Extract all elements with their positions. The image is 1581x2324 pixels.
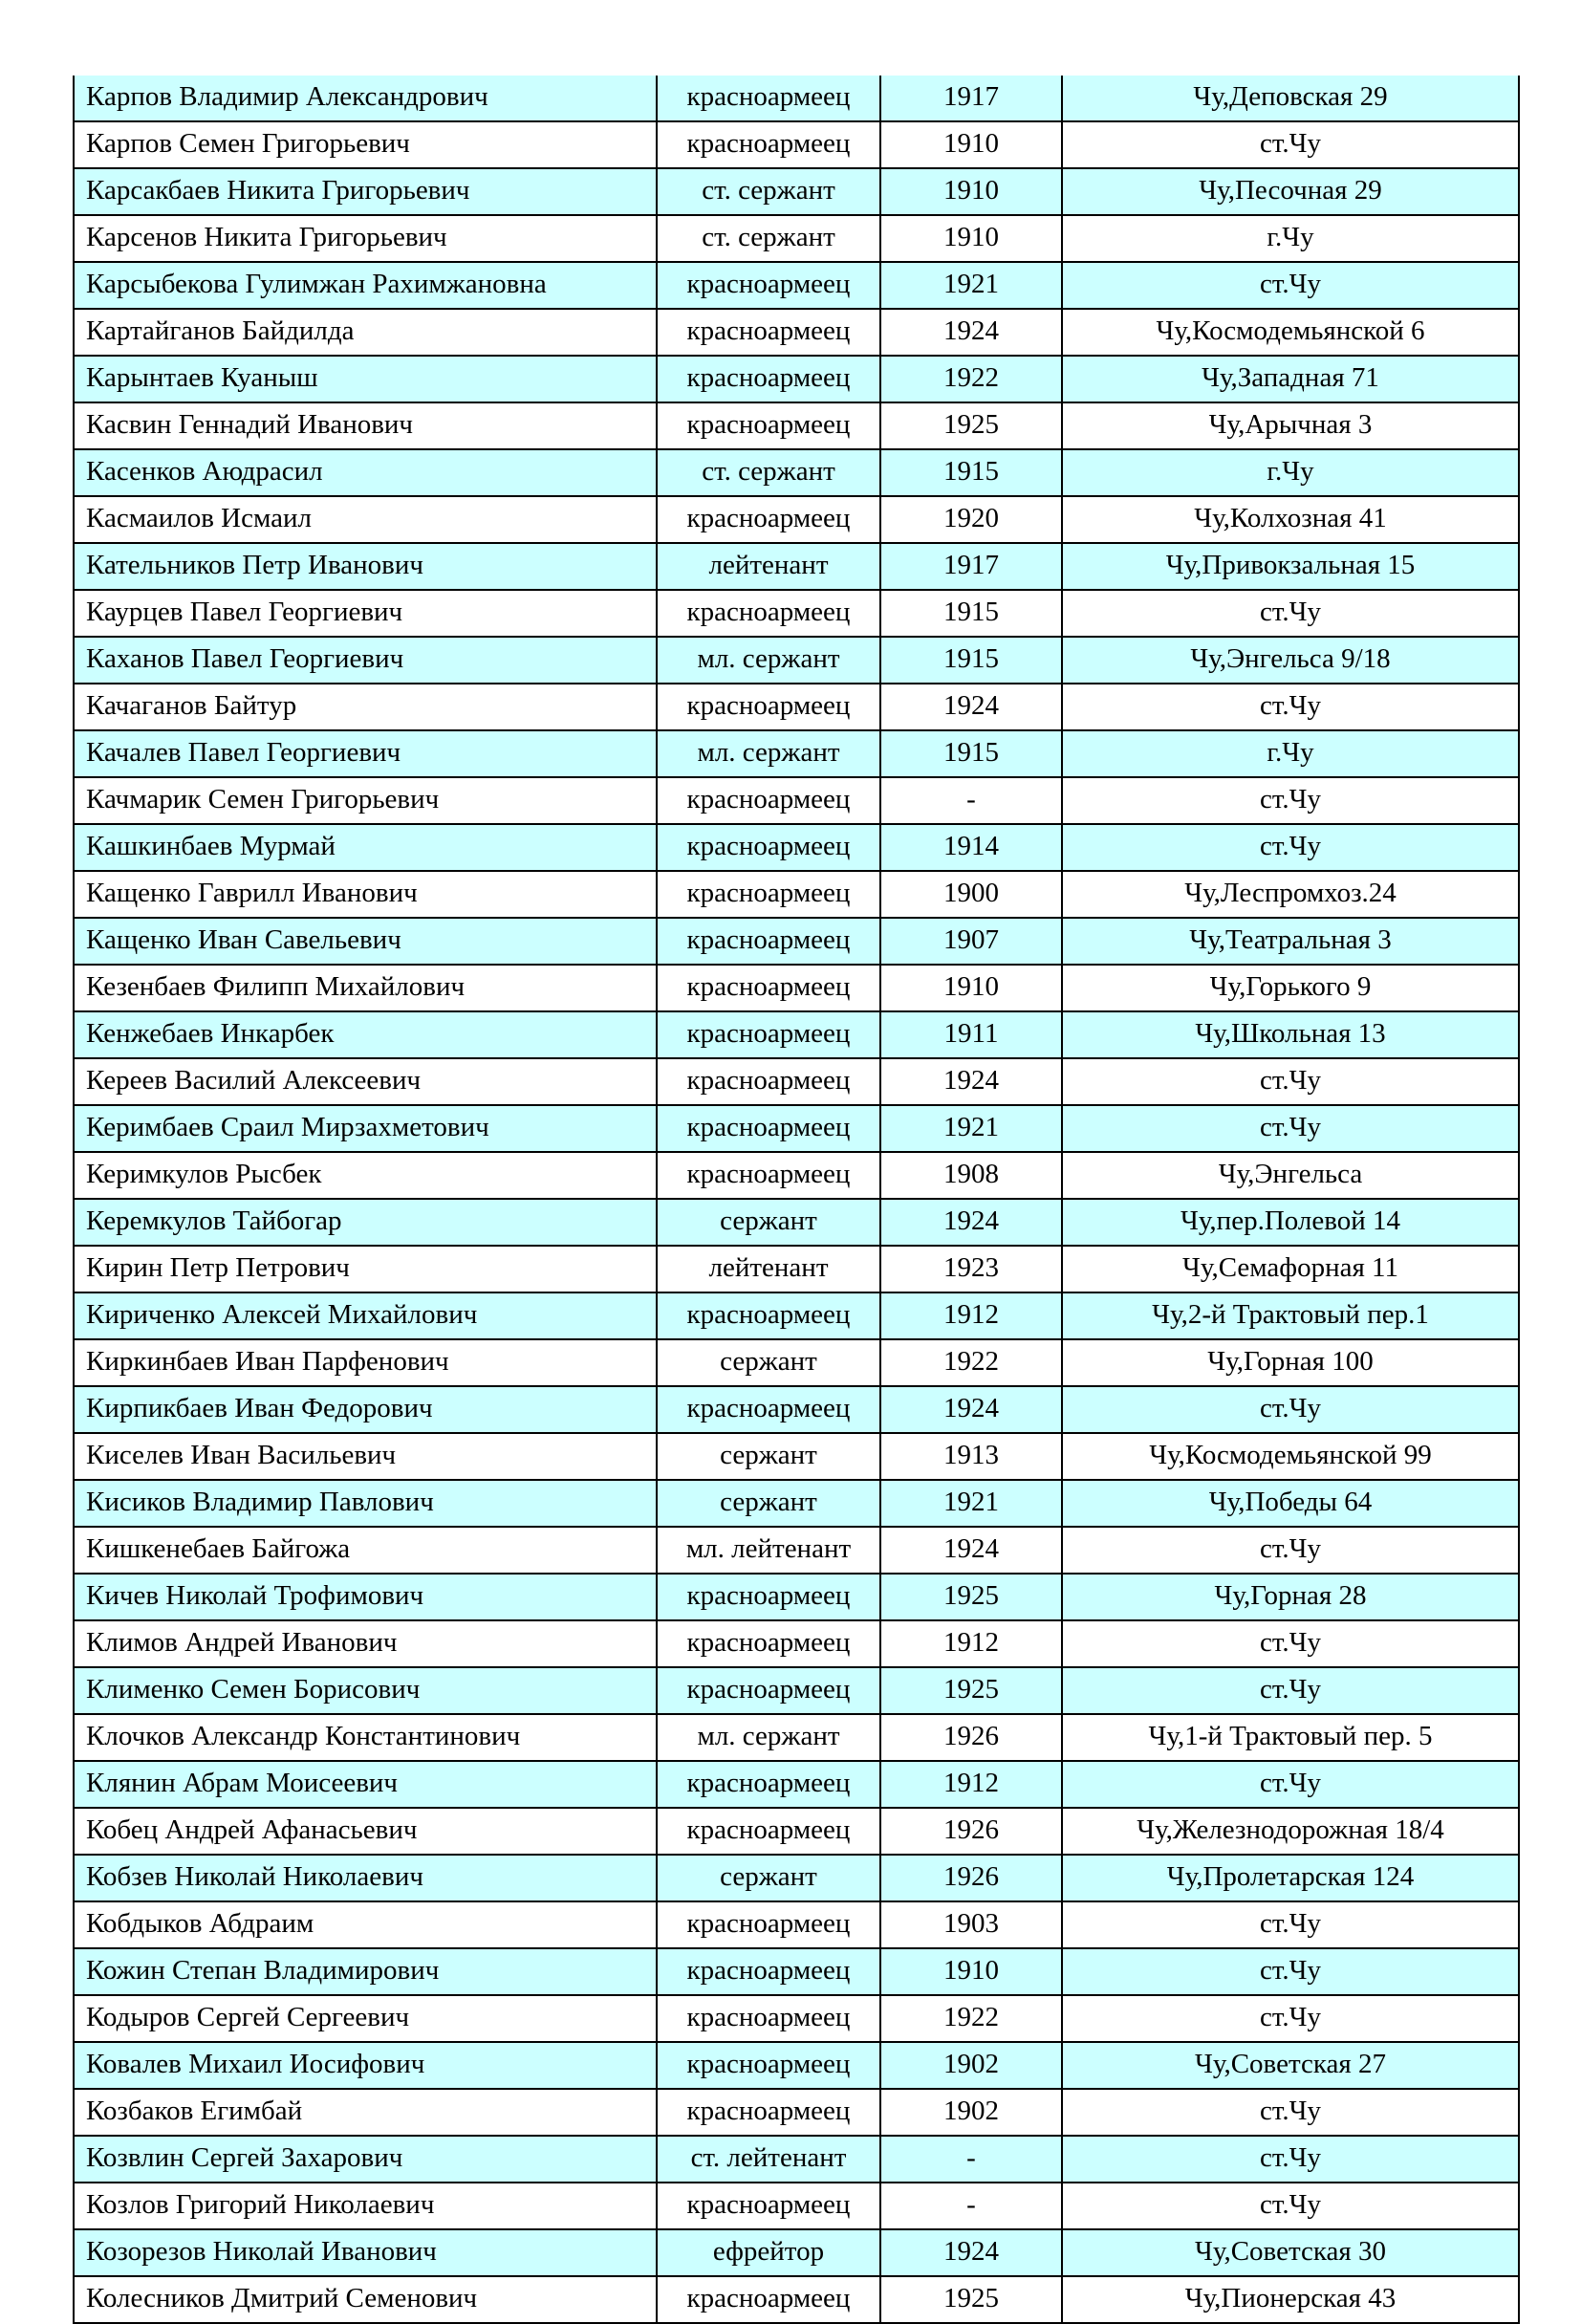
table-row [74,1199,1519,1246]
birth-year-cell: 1924 [880,309,1062,356]
table-row [74,730,1519,777]
address-cell: Чу,Пролетарская 124 [1062,1855,1519,1901]
birth-year-cell: 1924 [880,1386,1062,1433]
table-row [74,168,1519,215]
table-row [74,777,1519,824]
person-name-cell: Качмарик Семен Григорьевич [74,777,657,824]
birth-year-cell: 1924 [880,2229,1062,2276]
person-name-cell: Кириченко Алексей Михайлович [74,1292,657,1339]
table-row [74,1620,1519,1667]
person-name-cell: Клочков Александр Константинович [74,1714,657,1761]
rank-cell: красноармеец [657,824,880,871]
person-name-cell: Колесников Дмитрий Семенович [74,2276,657,2323]
table-row [74,2276,1519,2323]
birth-year-cell: 1926 [880,1714,1062,1761]
address-cell: ст.Чу [1062,2183,1519,2229]
table-row [74,1339,1519,1386]
birth-year-cell: 1915 [880,637,1062,684]
table-row [74,2183,1519,2229]
table-row [74,309,1519,356]
person-name-cell: Каханов Павел Георгиевич [74,637,657,684]
birth-year-cell: 1915 [880,449,1062,496]
rank-cell: красноармеец [657,1901,880,1948]
birth-year-cell: 1917 [880,543,1062,590]
table-row [74,1433,1519,1480]
person-name-cell: Кательников Петр Иванович [74,543,657,590]
person-name-cell: Карынтаев Куаныш [74,356,657,402]
address-cell: Чу,Космодемьянской 6 [1062,309,1519,356]
table-row [74,76,1519,121]
person-name-cell: Кезенбаев Филипп Михайлович [74,965,657,1011]
rank-cell: ефрейтор [657,2229,880,2276]
birth-year-cell: 1910 [880,215,1062,262]
rank-cell: красноармеец [657,2089,880,2136]
person-name-cell: Кащенко Гаврилл Иванович [74,871,657,918]
records-table [73,76,1520,2324]
rank-cell: сержант [657,1339,880,1386]
rank-cell: красноармеец [657,262,880,309]
person-name-cell: Касенков Аюдрасил [74,449,657,496]
person-name-cell: Кобзев Николай Николаевич [74,1855,657,1901]
rank-cell: сержант [657,1480,880,1527]
rank-cell: ст. сержант [657,168,880,215]
person-name-cell: Керимбаев Сраил Мирзахметович [74,1105,657,1152]
birth-year-cell: 1924 [880,1199,1062,1246]
table-row [74,684,1519,730]
address-cell: Чу,Деповская 29 [1062,76,1519,121]
person-name-cell: Кереев Василий Алексеевич [74,1058,657,1105]
address-cell: Чу,Семафорная 11 [1062,1246,1519,1292]
person-name-cell: Киселев Иван Васильевич [74,1433,657,1480]
address-cell: Чу,Советская 27 [1062,2042,1519,2089]
person-name-cell: Кожин Степан Владимирович [74,1948,657,1995]
address-cell: Чу,Пионерская 43 [1062,2276,1519,2323]
address-cell: Чу,Леспромхоз.24 [1062,871,1519,918]
birth-year-cell: 1915 [880,590,1062,637]
person-name-cell: Кобец Андрей Афанасьевич [74,1808,657,1855]
rank-cell: красноармеец [657,402,880,449]
birth-year-cell: 1920 [880,496,1062,543]
table-row [74,824,1519,871]
birth-year-cell: 1924 [880,1527,1062,1574]
rank-cell: мл. сержант [657,637,880,684]
address-cell: ст.Чу [1062,1995,1519,2042]
birth-year-cell: - [880,2183,1062,2229]
person-name-cell: Кенжебаев Инкарбек [74,1011,657,1058]
rank-cell: красноармеец [657,1292,880,1339]
address-cell: ст.Чу [1062,1386,1519,1433]
person-name-cell: Кирин Петр Петрович [74,1246,657,1292]
birth-year-cell: 1926 [880,1808,1062,1855]
address-cell: ст.Чу [1062,1948,1519,1995]
birth-year-cell: 1903 [880,1901,1062,1948]
birth-year-cell: 1925 [880,2276,1062,2323]
table-row [74,871,1519,918]
table-row [74,637,1519,684]
address-cell: Чу,Победы 64 [1062,1480,1519,1527]
rank-cell: красноармеец [657,1620,880,1667]
person-name-cell: Козбаков Егимбай [74,2089,657,2136]
address-cell: ст.Чу [1062,824,1519,871]
rank-cell: сержант [657,1199,880,1246]
table-row [74,1714,1519,1761]
rank-cell: красноармеец [657,121,880,168]
birth-year-cell: 1900 [880,871,1062,918]
address-cell: ст.Чу [1062,2089,1519,2136]
rank-cell: красноармеец [657,1948,880,1995]
person-name-cell: Касмаилов Исмаил [74,496,657,543]
address-cell: г.Чу [1062,449,1519,496]
rank-cell: красноармеец [657,309,880,356]
table-row [74,356,1519,402]
table-row [74,543,1519,590]
rank-cell: красноармеец [657,871,880,918]
birth-year-cell: 1914 [880,824,1062,871]
address-cell: ст.Чу [1062,121,1519,168]
birth-year-cell: 1922 [880,1995,1062,2042]
rank-cell: красноармеец [657,918,880,965]
person-name-cell: Картайганов Байдилда [74,309,657,356]
rank-cell: сержант [657,1855,880,1901]
rank-cell: красноармеец [657,2183,880,2229]
person-name-cell: Качаганов Байтур [74,684,657,730]
address-cell: Чу,Западная 71 [1062,356,1519,402]
table-row [74,2229,1519,2276]
address-cell: Чу,Песочная 29 [1062,168,1519,215]
birth-year-cell: 1911 [880,1011,1062,1058]
table-row [74,1808,1519,1855]
birth-year-cell: 1902 [880,2042,1062,2089]
table-row [74,215,1519,262]
person-name-cell: Керемкулов Тайбогар [74,1199,657,1246]
table-row [74,1246,1519,1292]
person-name-cell: Кашкинбаев Мурмай [74,824,657,871]
birth-year-cell: 1908 [880,1152,1062,1199]
address-cell: Чу,Железнодорожная 18/4 [1062,1808,1519,1855]
address-cell: ст.Чу [1062,1527,1519,1574]
person-name-cell: Кисиков Владимир Павлович [74,1480,657,1527]
address-cell: ст.Чу [1062,1105,1519,1152]
birth-year-cell: 1925 [880,1574,1062,1620]
person-name-cell: Клименко Семен Борисович [74,1667,657,1714]
person-name-cell: Кодыров Сергей Сергеевич [74,1995,657,2042]
person-name-cell: Климов Андрей Иванович [74,1620,657,1667]
table-row [74,2089,1519,2136]
birth-year-cell: - [880,2136,1062,2183]
address-cell: Чу,Колхозная 41 [1062,496,1519,543]
birth-year-cell: - [880,777,1062,824]
table-row [74,1105,1519,1152]
address-cell: ст.Чу [1062,1058,1519,1105]
address-cell: Чу,Энгельса [1062,1152,1519,1199]
table-row [74,1152,1519,1199]
address-cell: ст.Чу [1062,1901,1519,1948]
address-cell: ст.Чу [1062,777,1519,824]
table-row [74,1761,1519,1808]
table-row [74,1292,1519,1339]
birth-year-cell: 1912 [880,1620,1062,1667]
birth-year-cell: 1910 [880,168,1062,215]
table-row [74,1386,1519,1433]
rank-cell: лейтенант [657,543,880,590]
birth-year-cell: 1915 [880,730,1062,777]
birth-year-cell: 1910 [880,121,1062,168]
person-name-cell: Кирпикбаев Иван Федорович [74,1386,657,1433]
address-cell: Чу,Школьная 13 [1062,1011,1519,1058]
rank-cell: красноармеец [657,1574,880,1620]
birth-year-cell: 1921 [880,262,1062,309]
birth-year-cell: 1910 [880,1948,1062,1995]
rank-cell: мл. сержант [657,730,880,777]
address-cell: г.Чу [1062,730,1519,777]
person-name-cell: Клянин Абрам Моисеевич [74,1761,657,1808]
birth-year-cell: 1907 [880,918,1062,965]
rank-cell: ст. лейтенант [657,2136,880,2183]
table-row [74,1855,1519,1901]
birth-year-cell: 1924 [880,684,1062,730]
person-name-cell: Кичев Николай Трофимович [74,1574,657,1620]
rank-cell: красноармеец [657,2276,880,2323]
rank-cell: красноармеец [657,965,880,1011]
rank-cell: ст. сержант [657,215,880,262]
birth-year-cell: 1925 [880,1667,1062,1714]
records-table-body [74,76,1519,2323]
person-name-cell: Касвин Геннадий Иванович [74,402,657,449]
birth-year-cell: 1910 [880,965,1062,1011]
address-cell: Чу,Космодемьянской 99 [1062,1433,1519,1480]
rank-cell: красноармеец [657,1761,880,1808]
address-cell: ст.Чу [1062,1667,1519,1714]
person-name-cell: Козорезов Николай Иванович [74,2229,657,2276]
birth-year-cell: 1917 [880,76,1062,121]
person-name-cell: Кащенко Иван Савельевич [74,918,657,965]
address-cell: Чу,1-й Трактовый пер. 5 [1062,1714,1519,1761]
address-cell: Чу,2-й Трактовый пер.1 [1062,1292,1519,1339]
rank-cell: сержант [657,1433,880,1480]
rank-cell: красноармеец [657,1152,880,1199]
birth-year-cell: 1921 [880,1480,1062,1527]
person-name-cell: Козлов Григорий Николаевич [74,2183,657,2229]
rank-cell: красноармеец [657,2042,880,2089]
table-row [74,1948,1519,1995]
table-row [74,2136,1519,2183]
rank-cell: красноармеец [657,76,880,121]
table-row [74,1480,1519,1527]
table-row [74,965,1519,1011]
person-name-cell: Карсенов Никита Григорьевич [74,215,657,262]
birth-year-cell: 1913 [880,1433,1062,1480]
address-cell: Чу,Привокзальная 15 [1062,543,1519,590]
address-cell: ст.Чу [1062,2136,1519,2183]
birth-year-cell: 1921 [880,1105,1062,1152]
address-cell: Чу,Горная 28 [1062,1574,1519,1620]
table-row [74,121,1519,168]
address-cell: Чу,Горная 100 [1062,1339,1519,1386]
address-cell: Чу,пер.Полевой 14 [1062,1199,1519,1246]
address-cell: Чу,Горького 9 [1062,965,1519,1011]
person-name-cell: Карсакбаев Никита Григорьевич [74,168,657,215]
person-name-cell: Кобдыков Абдраим [74,1901,657,1948]
rank-cell: ст. сержант [657,449,880,496]
address-cell: Чу,Советская 30 [1062,2229,1519,2276]
rank-cell: красноармеец [657,1667,880,1714]
table-row [74,590,1519,637]
rank-cell: лейтенант [657,1246,880,1292]
address-cell: Чу,Театральная 3 [1062,918,1519,965]
address-cell: ст.Чу [1062,262,1519,309]
rank-cell: красноармеец [657,1058,880,1105]
rank-cell: красноармеец [657,496,880,543]
person-name-cell: Керимкулов Рысбек [74,1152,657,1199]
rank-cell: красноармеец [657,1808,880,1855]
person-name-cell: Карпов Владимир Александрович [74,76,657,121]
person-name-cell: Каурцев Павел Георгиевич [74,590,657,637]
table-row [74,1058,1519,1105]
person-name-cell: Карпов Семен Григорьевич [74,121,657,168]
birth-year-cell: 1926 [880,1855,1062,1901]
person-name-cell: Качалев Павел Георгиевич [74,730,657,777]
table-row [74,1574,1519,1620]
address-cell: ст.Чу [1062,590,1519,637]
table-row [74,1667,1519,1714]
rank-cell: красноармеец [657,1995,880,2042]
table-row [74,262,1519,309]
address-cell: Чу,Арычная 3 [1062,402,1519,449]
table-row [74,1011,1519,1058]
birth-year-cell: 1902 [880,2089,1062,2136]
rank-cell: красноармеец [657,1011,880,1058]
table-row [74,2042,1519,2089]
table-row [74,1901,1519,1948]
rank-cell: красноармеец [657,1386,880,1433]
address-cell: Чу,Энгельса 9/18 [1062,637,1519,684]
birth-year-cell: 1923 [880,1246,1062,1292]
person-name-cell: Киркинбаев Иван Парфенович [74,1339,657,1386]
table-row [74,496,1519,543]
table-row [74,1995,1519,2042]
table-row [74,918,1519,965]
rank-cell: красноармеец [657,684,880,730]
rank-cell: красноармеец [657,590,880,637]
address-cell: г.Чу [1062,215,1519,262]
birth-year-cell: 1922 [880,1339,1062,1386]
birth-year-cell: 1924 [880,1058,1062,1105]
person-name-cell: Кишкенебаев Байгожа [74,1527,657,1574]
birth-year-cell: 1922 [880,356,1062,402]
address-cell: ст.Чу [1062,684,1519,730]
person-name-cell: Ковалев Михаил Иосифович [74,2042,657,2089]
rank-cell: мл. лейтенант [657,1527,880,1574]
birth-year-cell: 1912 [880,1292,1062,1339]
rank-cell: красноармеец [657,1105,880,1152]
table-row [74,1527,1519,1574]
table-row [74,402,1519,449]
rank-cell: мл. сержант [657,1714,880,1761]
address-cell: ст.Чу [1062,1761,1519,1808]
address-cell: ст.Чу [1062,1620,1519,1667]
person-name-cell: Карсыбекова Гулимжан Рахимжановна [74,262,657,309]
birth-year-cell: 1925 [880,402,1062,449]
table-row [74,449,1519,496]
rank-cell: красноармеец [657,356,880,402]
rank-cell: красноармеец [657,777,880,824]
birth-year-cell: 1912 [880,1761,1062,1808]
person-name-cell: Козвлин Сергей Захарович [74,2136,657,2183]
